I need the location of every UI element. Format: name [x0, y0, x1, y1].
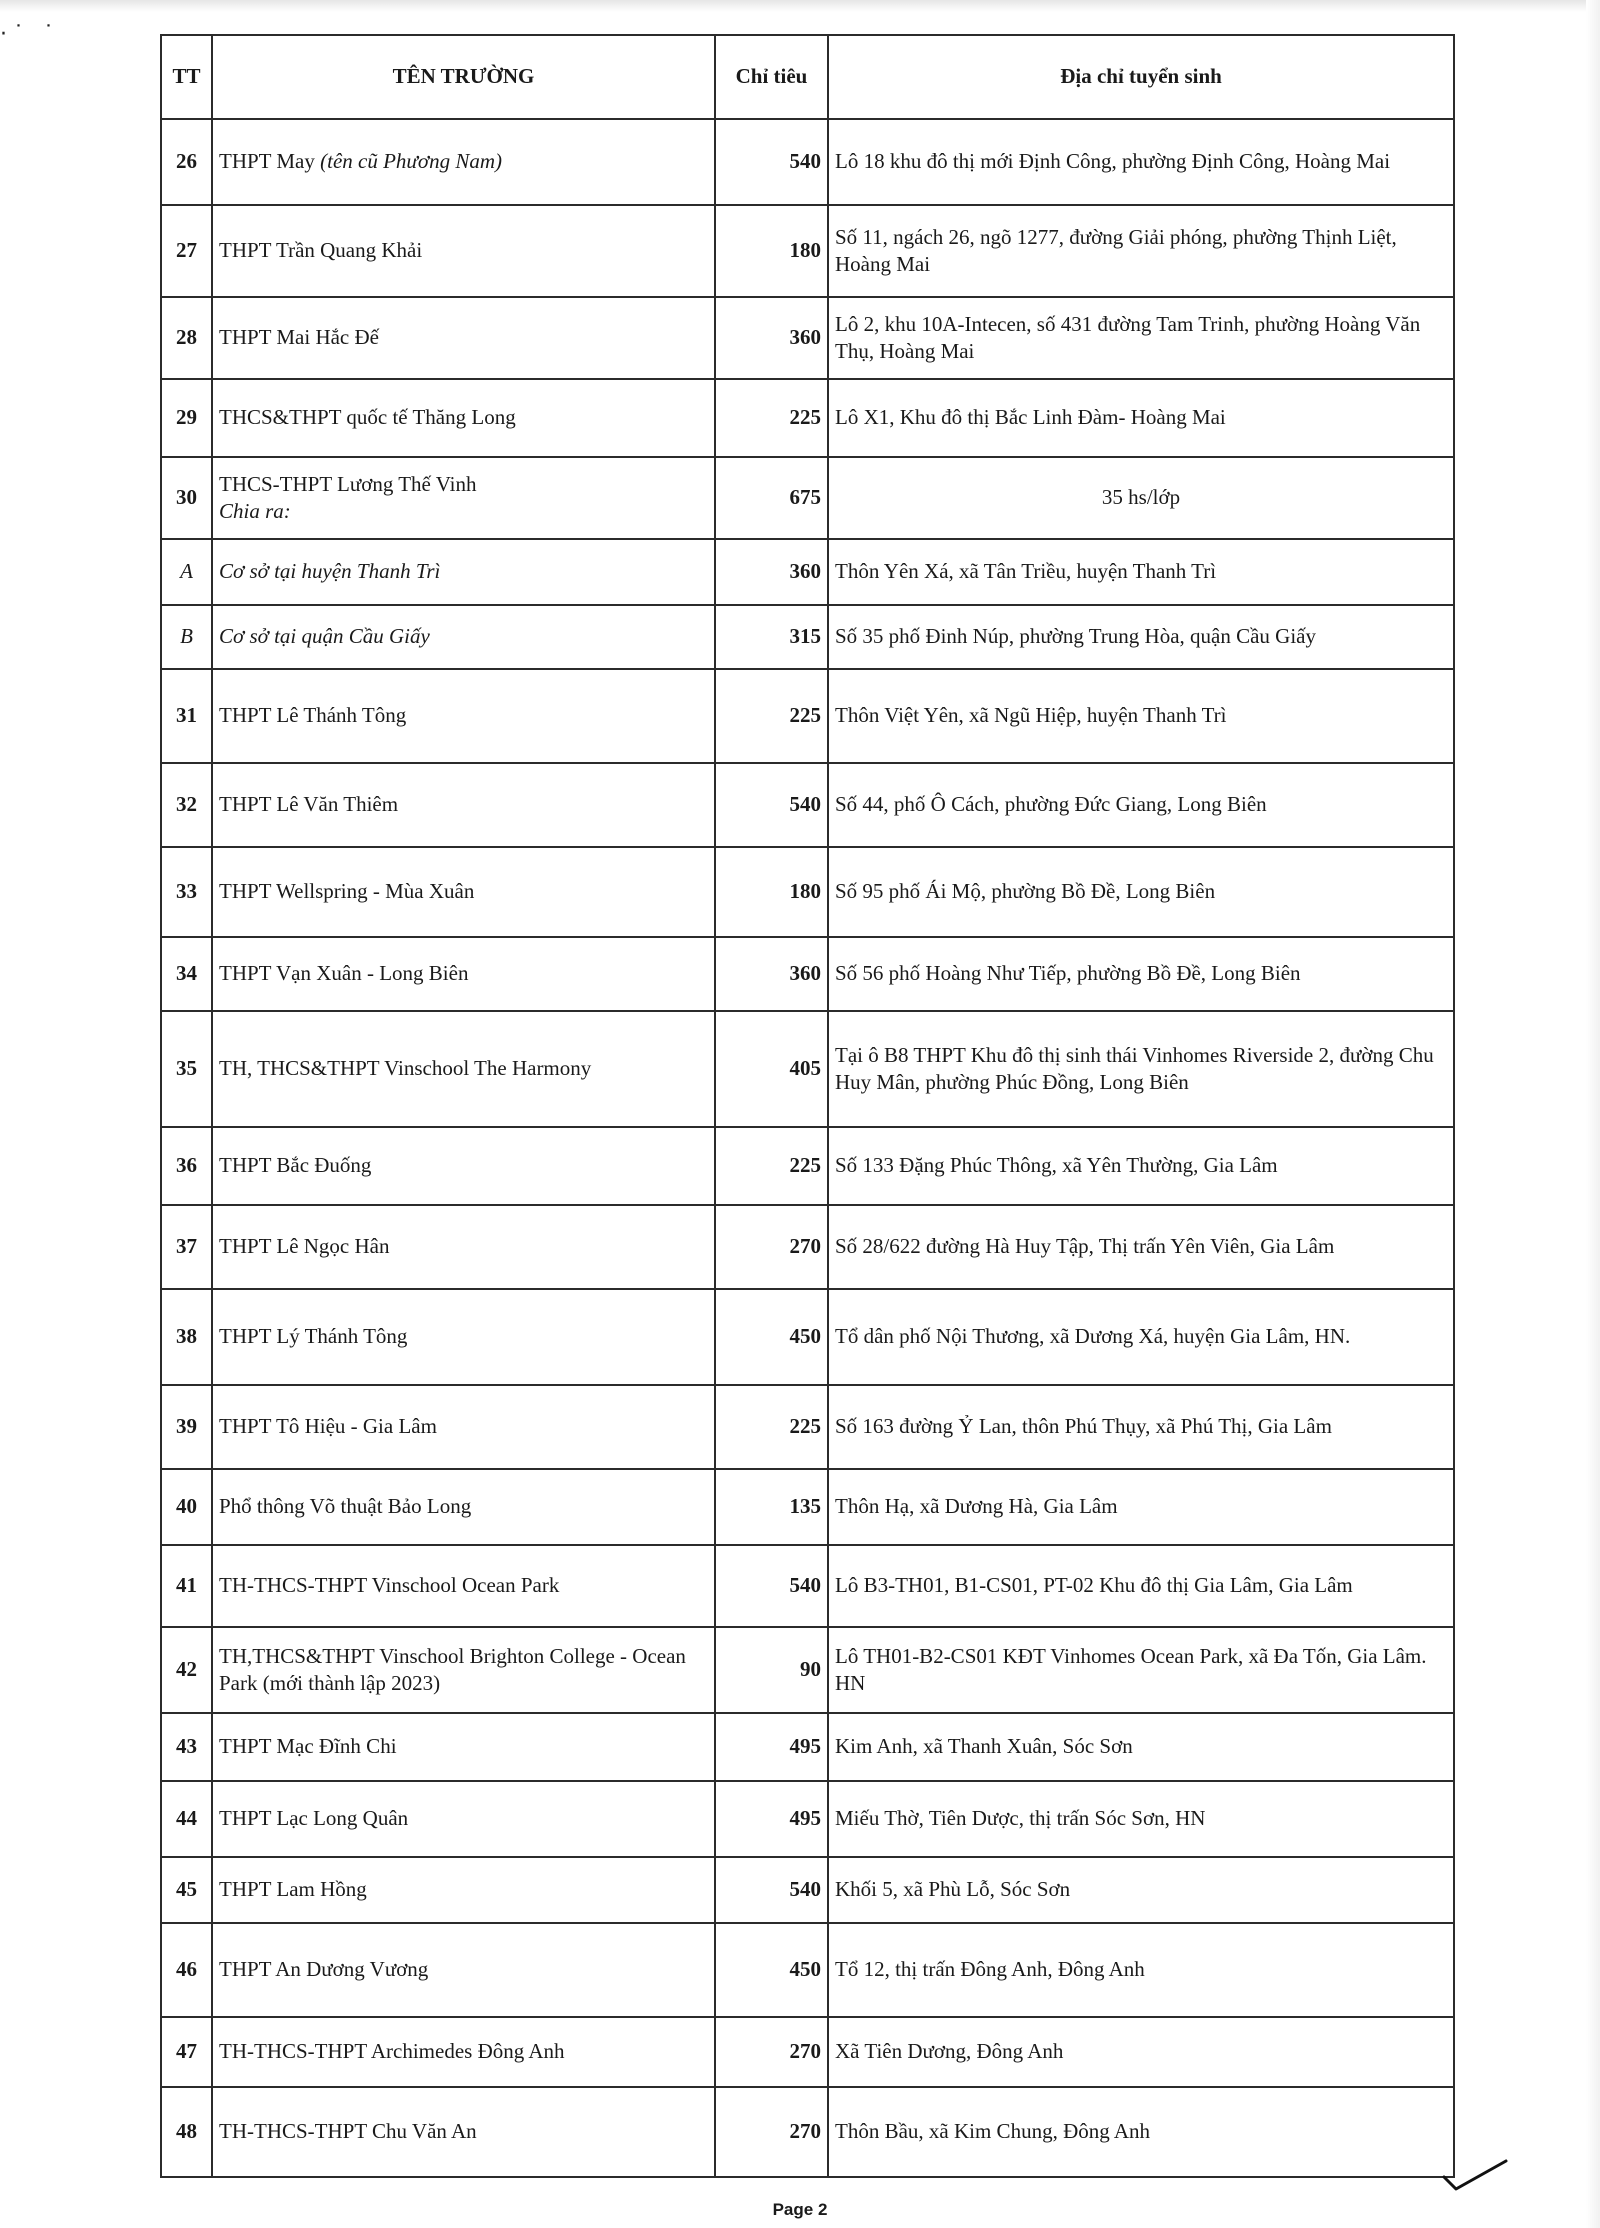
row-name: THPT Lam Hồng: [212, 1857, 715, 1923]
table-row: [161, 1781, 1454, 1857]
row-chi-tieu: 225: [715, 1385, 828, 1469]
row-tt: 42: [161, 1627, 212, 1713]
row-name: THPT Mạc Đĩnh Chi: [212, 1713, 715, 1781]
row-tt: 36: [161, 1127, 212, 1205]
row-address: Số 95 phố Ái Mộ, phường Bồ Đề, Long Biên: [828, 847, 1454, 937]
row-name: THPT Bắc Đuống: [212, 1127, 715, 1205]
row-name: THPT Lạc Long Quân: [212, 1781, 715, 1857]
row-tt: 41: [161, 1545, 212, 1627]
row-chi-tieu: 540: [715, 1545, 828, 1627]
table-row: [161, 1923, 1454, 2017]
table-row: [161, 1127, 1454, 1205]
row-tt: 27: [161, 205, 212, 297]
table-row: [161, 847, 1454, 937]
school-admission-table: [160, 34, 1455, 2178]
row-tt: 40: [161, 1469, 212, 1545]
row-chi-tieu: 135: [715, 1469, 828, 1545]
table-row: [161, 1469, 1454, 1545]
table-row: [161, 937, 1454, 1011]
row-tt: 31: [161, 669, 212, 763]
row-address: Lô B3-TH01, B1-CS01, PT-02 Khu đô thị Gia Lâm, Gia Lâm: [828, 1545, 1454, 1627]
row-chi-tieu: 360: [715, 937, 828, 1011]
row-name: THPT Tô Hiệu - Gia Lâm: [212, 1385, 715, 1469]
row-name: THPT Mai Hắc Đế: [212, 297, 715, 379]
scan-right-edge: [1586, 0, 1600, 2228]
header-tt: TT: [161, 35, 212, 119]
table-row: [161, 457, 1454, 539]
row-chi-tieu: 225: [715, 379, 828, 457]
row-name: TH, THCS&THPT Vinschool The Harmony: [212, 1011, 715, 1127]
table-header-row: [161, 35, 1454, 119]
table-row: [161, 669, 1454, 763]
row-chi-tieu: 540: [715, 1857, 828, 1923]
table-row: [161, 1385, 1454, 1469]
table-row: [161, 1545, 1454, 1627]
row-name: THPT Lê Thánh Tông: [212, 669, 715, 763]
row-name: Cơ sở tại quận Cầu Giấy: [212, 605, 715, 669]
school-name: THPT May: [219, 149, 315, 174]
row-tt: 45: [161, 1857, 212, 1923]
scan-specks: ·˙ ˙: [0, 22, 60, 47]
row-address: Thôn Việt Yên, xã Ngũ Hiệp, huyện Thanh Trì: [828, 669, 1454, 763]
row-chi-tieu: 540: [715, 763, 828, 847]
row-address: Thôn Hạ, xã Dương Hà, Gia Lâm: [828, 1469, 1454, 1545]
table-row: [161, 2087, 1454, 2177]
row-tt: 37: [161, 1205, 212, 1289]
row-name: Cơ sở tại huyện Thanh Trì: [212, 539, 715, 605]
row-chi-tieu: 495: [715, 1781, 828, 1857]
row-tt: 38: [161, 1289, 212, 1385]
row-address: Kim Anh, xã Thanh Xuân, Sóc Sơn: [828, 1713, 1454, 1781]
row-address: Lô TH01-B2-CS01 KĐT Vinhomes Ocean Park, xã Đa Tốn, Gia Lâm. HN: [828, 1627, 1454, 1713]
row-name: THPT Wellspring - Mùa Xuân: [212, 847, 715, 937]
row-name: THPT An Dương Vương: [212, 1923, 715, 2017]
table-row: [161, 1011, 1454, 1127]
table-row: [161, 1289, 1454, 1385]
table-row: [161, 1713, 1454, 1781]
row-tt: 43: [161, 1713, 212, 1781]
row-name: [212, 119, 715, 205]
row-name: THPT Trần Quang Khải: [212, 205, 715, 297]
row-tt: 46: [161, 1923, 212, 2017]
row-chi-tieu: 225: [715, 669, 828, 763]
row-tt: 48: [161, 2087, 212, 2177]
row-chi-tieu: 270: [715, 1205, 828, 1289]
row-address: 35 hs/lớp: [828, 457, 1454, 539]
row-name: THCS&THPT quốc tế Thăng Long: [212, 379, 715, 457]
row-name: TH-THCS-THPT Vinschool Ocean Park: [212, 1545, 715, 1627]
row-address: Miếu Thờ, Tiên Dược, thị trấn Sóc Sơn, HN: [828, 1781, 1454, 1857]
table-row: [161, 1205, 1454, 1289]
row-chi-tieu: 360: [715, 297, 828, 379]
table-row: [161, 2017, 1454, 2087]
row-address: Số 133 Đặng Phúc Thông, xã Yên Thường, Gia Lâm: [828, 1127, 1454, 1205]
row-name: THPT Lê Văn Thiêm: [212, 763, 715, 847]
table-row: [161, 205, 1454, 297]
row-name: Phổ thông Võ thuật Bảo Long: [212, 1469, 715, 1545]
scan-top-shadow: [0, 0, 1600, 12]
row-tt: 39: [161, 1385, 212, 1469]
table-row: [161, 605, 1454, 669]
table-row: [161, 1627, 1454, 1713]
row-name: THPT Lý Thánh Tông: [212, 1289, 715, 1385]
school-name-note: Chia ra:: [219, 499, 291, 523]
row-address: Tổ dân phố Nội Thương, xã Dương Xá, huyện Gia Lâm, HN.: [828, 1289, 1454, 1385]
table-row: [161, 763, 1454, 847]
school-name: THCS-THPT Lương Thế Vinh: [219, 471, 477, 496]
row-name: TH,THCS&THPT Vinschool Brighton College - Ocean Park (mới thành lập 2023): [212, 1627, 715, 1713]
row-address: Lô X1, Khu đô thị Bắc Linh Đàm- Hoàng Mai: [828, 379, 1454, 457]
table-row: [161, 379, 1454, 457]
header-address: Địa chỉ tuyển sinh: [828, 35, 1454, 119]
row-tt: 30: [161, 457, 212, 539]
row-chi-tieu: 90: [715, 1627, 828, 1713]
row-name: TH-THCS-THPT Archimedes Đông Anh: [212, 2017, 715, 2087]
row-chi-tieu: 495: [715, 1713, 828, 1781]
row-address: Số 28/622 đường Hà Huy Tập, Thị trấn Yên Viên, Gia Lâm: [828, 1205, 1454, 1289]
header-name: TÊN TRƯỜNG: [212, 35, 715, 119]
row-chi-tieu: 450: [715, 1923, 828, 2017]
row-address: Tổ 12, thị trấn Đông Anh, Đông Anh: [828, 1923, 1454, 2017]
row-chi-tieu: 315: [715, 605, 828, 669]
row-chi-tieu: 225: [715, 1127, 828, 1205]
row-tt: 34: [161, 937, 212, 1011]
row-chi-tieu: 675: [715, 457, 828, 539]
row-chi-tieu: 270: [715, 2017, 828, 2087]
table-row: [161, 1857, 1454, 1923]
row-tt: 35: [161, 1011, 212, 1127]
row-chi-tieu: 180: [715, 847, 828, 937]
row-name: THPT Vạn Xuân - Long Biên: [212, 937, 715, 1011]
row-tt: 26: [161, 119, 212, 205]
table-row: [161, 539, 1454, 605]
row-address: Thôn Yên Xá, xã Tân Triều, huyện Thanh Trì: [828, 539, 1454, 605]
row-address: Thôn Bầu, xã Kim Chung, Đông Anh: [828, 2087, 1454, 2177]
row-address: Số 163 đường Ỷ Lan, thôn Phú Thụy, xã Phú Thị, Gia Lâm: [828, 1385, 1454, 1469]
row-tt: 44: [161, 1781, 212, 1857]
row-tt: 28: [161, 297, 212, 379]
page-number: Page 2: [772, 2200, 828, 2219]
row-tt: 33: [161, 847, 212, 937]
row-chi-tieu: 405: [715, 1011, 828, 1127]
row-name: TH-THCS-THPT Chu Văn An: [212, 2087, 715, 2177]
row-tt: B: [161, 605, 212, 669]
row-address: Khối 5, xã Phù Lỗ, Sóc Sơn: [828, 1857, 1454, 1923]
school-name-note: (tên cũ Phương Nam): [320, 149, 502, 174]
row-tt: 47: [161, 2017, 212, 2087]
row-tt: 29: [161, 379, 212, 457]
row-chi-tieu: 180: [715, 205, 828, 297]
row-tt: 32: [161, 763, 212, 847]
row-chi-tieu: 360: [715, 539, 828, 605]
row-address: Lô 2, khu 10A-Intecen, số 431 đường Tam Trinh, phường Hoàng Văn Thụ, Hoàng Mai: [828, 297, 1454, 379]
row-chi-tieu: 540: [715, 119, 828, 205]
row-name: [212, 457, 715, 539]
row-tt: A: [161, 539, 212, 605]
row-name: THPT Lê Ngọc Hân: [212, 1205, 715, 1289]
row-address: Số 35 phố Đinh Núp, phường Trung Hòa, quận Cầu Giấy: [828, 605, 1454, 669]
row-address: Tại ô B8 THPT Khu đô thị sinh thái Vinhomes Riverside 2, đường Chu Huy Mân, phường Phúc Đồng, Long Biên: [828, 1011, 1454, 1127]
row-address: Số 44, phố Ô Cách, phường Đức Giang, Long Biên: [828, 763, 1454, 847]
row-chi-tieu: 450: [715, 1289, 828, 1385]
header-chi-tieu: Chỉ tiêu: [715, 35, 828, 119]
row-address: Số 11, ngách 26, ngõ 1277, đường Giải phóng, phường Thịnh Liệt, Hoàng Mai: [828, 205, 1454, 297]
table-row: [161, 297, 1454, 379]
row-chi-tieu: 270: [715, 2087, 828, 2177]
row-address: Số 56 phố Hoàng Như Tiếp, phường Bồ Đề, Long Biên: [828, 937, 1454, 1011]
row-address: Lô 18 khu đô thị mới Định Công, phường Định Công, Hoàng Mai: [828, 119, 1454, 205]
row-address: Xã Tiên Dương, Đông Anh: [828, 2017, 1454, 2087]
table-row: [161, 119, 1454, 205]
check-mark-icon: [1440, 2155, 1510, 2195]
